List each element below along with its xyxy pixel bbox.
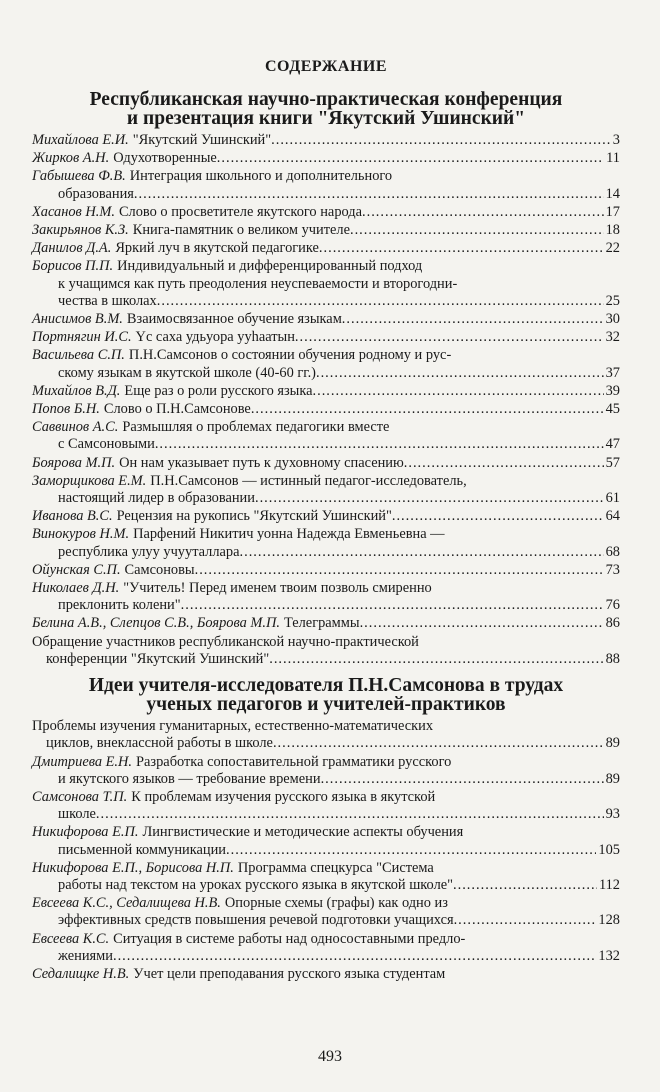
dot-leader (350, 222, 604, 239)
toc-entry-line (32, 580, 620, 597)
entry-title-text: Одухотворенные (113, 150, 217, 167)
entry-page-number: 68 (605, 543, 620, 560)
dot-leader (195, 562, 604, 579)
entry-author: Иванова В.С. (32, 508, 113, 525)
toc-entry-line (32, 258, 620, 275)
entry-page-number: 76 (605, 597, 620, 614)
entry-title-text: Рецензия на рукопись "Якутский Ушинский" (116, 508, 392, 525)
entry-title-text: Самсоновы (124, 561, 195, 578)
entry-title-text: работы над текстом на уроках русского языка в якутской школе" (58, 876, 454, 893)
toc-entry-line (32, 895, 620, 912)
toc-entry (32, 526, 620, 560)
entry-title-text: "Якутский Ушинский" (132, 132, 272, 148)
dot-leader (454, 912, 597, 929)
entry-title-text: Книга-памятник о великом учителе (132, 222, 350, 239)
entry-title-text: Интеграция школьного и дополнительного (129, 168, 393, 185)
toc-entry (32, 966, 620, 983)
entry-title-text: Ситуация в системе работы над односоставными предло- (113, 930, 466, 947)
entry-title-text: Парфений Никитич уонна Надежда Евменьевна — (133, 526, 445, 543)
entry-title-text: Он нам указывает путь к духовному спасению (119, 454, 404, 471)
entry-page-number: 88 (605, 650, 620, 667)
dot-leader (319, 240, 604, 257)
toc-entry-line (32, 754, 620, 771)
entry-page-number: 14 (605, 185, 620, 202)
toc-entry (32, 789, 620, 823)
toc-entry-line (32, 718, 620, 735)
toc-entry (32, 455, 620, 472)
toc-title: СОДЕРЖАНИЕ (264, 58, 388, 75)
dot-leader (362, 204, 604, 221)
entry-title-text: преклонить колени" (58, 597, 181, 614)
toc-entry (32, 473, 620, 507)
entry-title-text: чества в школах (58, 292, 157, 309)
toc-entry (32, 347, 620, 381)
toc-entry-line (32, 311, 620, 328)
toc-entry-line (32, 473, 620, 490)
entry-title-text: "Учитель! Перед именем твоим позволь смиренно (123, 580, 432, 597)
dot-leader (392, 508, 604, 525)
entry-author: Ойунская С.П. (32, 561, 121, 578)
dot-leader (251, 401, 604, 418)
entry-author: Седалищке Н.В. (32, 965, 130, 982)
entry-page-number: 3 (612, 132, 620, 148)
section-heading-line: ученых педагогов и учителей-практиков (146, 694, 506, 716)
entry-page-number: 39 (605, 382, 620, 399)
entry-title-text: Телеграммы (284, 615, 360, 632)
entry-title-text: скому языкам в якутской школе (40-60 гг.) (58, 364, 316, 381)
entry-title-text: Программа спецкурса "Система (237, 859, 434, 876)
toc-entry (32, 754, 620, 788)
entry-page-number: 86 (605, 615, 620, 632)
toc-entry (32, 240, 620, 257)
entry-author: Васильева С.П. (32, 347, 125, 364)
toc-body (32, 90, 620, 983)
toc-entry (32, 580, 620, 614)
dot-leader (273, 735, 604, 752)
entry-page-number: 61 (605, 490, 620, 507)
dot-leader (181, 597, 604, 614)
section-heading (32, 676, 620, 714)
dot-leader (217, 150, 604, 167)
toc-entry (32, 824, 620, 858)
entry-author: Габышева Ф.В. (32, 168, 126, 185)
toc-entry-line (32, 860, 620, 877)
toc-entry-line (32, 562, 620, 579)
entry-author: Закирьянов К.З. (32, 222, 129, 239)
toc-entry-line (32, 634, 620, 651)
dot-leader (316, 365, 604, 382)
entry-page-number: 132 (598, 947, 620, 964)
toc-entry-line (32, 544, 620, 561)
toc-entry-line (32, 419, 620, 436)
dot-leader (134, 186, 604, 203)
entry-author: Никифорова Е.П. (32, 824, 139, 841)
entry-title-text: Проблемы изучения гуманитарных, естественно-математических (32, 718, 434, 735)
toc-entry-line (32, 222, 620, 239)
toc-entry (32, 150, 620, 167)
dot-leader (321, 771, 604, 788)
toc-entry-line (32, 735, 620, 752)
toc-entry-line (32, 436, 620, 453)
entry-title-text: к учащимся как путь преодоления неуспеваемости и второгодни- (58, 275, 458, 292)
entry-title-text: Яркий луч в якутской педагогике (115, 240, 319, 257)
toc-entry (32, 222, 620, 239)
section-heading-line: и презентация книги "Якутский Ушинский" (126, 108, 526, 129)
dot-leader (240, 544, 604, 561)
entry-title-text: республика улуу учууталлара (58, 543, 240, 560)
toc-entry-line (32, 490, 620, 507)
entry-page-number: 45 (605, 401, 620, 418)
entry-page-number: 105 (598, 841, 620, 858)
toc-entry-line (32, 931, 620, 948)
entry-page-number: 73 (605, 561, 620, 578)
entry-author: Жирков А.Н. (32, 150, 110, 167)
entry-author: Михайлов В.Д. (32, 382, 121, 399)
entry-page-number: 89 (605, 735, 620, 752)
entry-author: Николаев Д.Н. (32, 580, 120, 597)
entry-author: Никифорова Е.П., Борисова Н.П. (32, 859, 234, 876)
entry-author: Евсеева К.С., Седалищева Н.В. (32, 895, 221, 912)
entry-page-number: 93 (605, 806, 620, 823)
toc-entry-line (32, 789, 620, 806)
entry-author: Саввинов А.С. (32, 419, 119, 436)
toc-entry-line (32, 132, 620, 149)
dot-leader (360, 615, 604, 632)
toc-entry-line (32, 771, 620, 788)
toc-entry-line (32, 401, 620, 418)
toc-entry (32, 132, 620, 149)
entry-author: Борисов П.П. (32, 258, 114, 275)
entry-page-number: 32 (605, 329, 620, 346)
entry-title-text: К проблемам изучения русского языка в якутской (131, 788, 436, 805)
entry-author: Дмитриева Е.Н. (32, 753, 133, 770)
entry-page-number: 89 (605, 770, 620, 787)
toc-entry (32, 311, 620, 328)
dot-leader (453, 877, 597, 894)
dot-leader (226, 842, 596, 859)
entry-title-text: Еще раз о роли русского языка (124, 382, 313, 399)
entry-title-text: Индивидуальный и дифференцированный подход (117, 258, 423, 275)
entry-page-number: 22 (605, 240, 620, 257)
dot-leader (313, 383, 604, 400)
toc-entry-line (32, 455, 620, 472)
entry-page-number: 112 (598, 876, 620, 893)
entry-page-number: 25 (605, 292, 620, 309)
entry-page-number: 57 (605, 454, 620, 471)
entry-author: Анисимов В.М. (32, 311, 123, 328)
toc-entry-line (32, 877, 620, 894)
toc-entry-line (32, 651, 620, 668)
toc-entry-line (32, 240, 620, 257)
toc-entry-line (32, 329, 620, 346)
dot-leader (96, 806, 604, 823)
entry-author: Михайлова Е.И. (32, 132, 129, 148)
dot-leader (404, 455, 604, 472)
entry-author: Винокуров Н.М. (32, 526, 130, 543)
entry-title-text: Обращение участников республиканской научно-практической (32, 633, 419, 650)
entry-title-text: циклов, внеклассной работы в школе (46, 735, 273, 752)
entry-title-text: жениями (58, 947, 113, 964)
toc-entry (32, 508, 620, 525)
dot-leader (295, 329, 604, 346)
toc-entry-line (32, 597, 620, 614)
entry-title-text: Слово о просветителе якутского народа (118, 203, 362, 220)
toc-entry (32, 419, 620, 453)
toc-entry-line (32, 293, 620, 310)
dot-leader (157, 293, 604, 310)
toc-entry-line (32, 508, 620, 525)
entry-page-number: 37 (605, 364, 620, 381)
section-heading-line: Идеи учителя-исследователя П.Н.Самсонова в трудах (88, 675, 564, 697)
dot-leader (269, 651, 603, 668)
toc-entry-line (32, 966, 620, 983)
toc-entry (32, 204, 620, 221)
toc-entry-line (32, 383, 620, 400)
toc-entry-line (32, 276, 620, 293)
toc-entry (32, 895, 620, 929)
dot-leader (113, 948, 596, 965)
toc-entry-line (32, 526, 620, 543)
entry-title-text: образования (58, 185, 134, 202)
dot-leader (342, 311, 604, 328)
toc-entry-line (32, 168, 620, 185)
entry-page-number: 128 (598, 912, 620, 929)
entry-title-text: Опорные схемы (графы) как одно из (224, 895, 448, 912)
entry-page-number: 47 (605, 436, 620, 453)
entry-author: Хасанов Н.М. (32, 203, 115, 220)
entry-title-text: эффективных средств повышения речевой подготовки учащихся (58, 912, 454, 929)
entry-page-number: 64 (605, 508, 620, 525)
entry-author: Боярова М.П. (32, 454, 116, 471)
toc-entry-line (32, 824, 620, 841)
entry-title-text: письменной коммуникации (58, 841, 226, 858)
entry-page-number: 18 (605, 222, 620, 239)
entry-title-text: Учет цели преподавания русского языка студентам (133, 965, 446, 982)
toc-entry (32, 329, 620, 346)
toc-entry (32, 168, 620, 202)
toc-entry (32, 383, 620, 400)
entry-title-text: настоящий лидер в образовании (58, 490, 255, 507)
entry-page-number: 11 (606, 150, 620, 167)
entry-author: Данилов Д.А. (32, 240, 112, 257)
dot-leader (271, 132, 611, 149)
toc-entry-line (32, 365, 620, 382)
entry-title-text: Лингвистические и методические аспекты обучения (142, 824, 464, 841)
toc-entry-line (32, 806, 620, 823)
entry-title-text: Размышляя о проблемах педагогики вместе (122, 419, 390, 436)
toc-entry-line (32, 347, 620, 364)
toc-entry (32, 258, 620, 310)
toc-entry (32, 401, 620, 418)
toc-entry (32, 860, 620, 894)
dot-leader (255, 490, 604, 507)
entry-title-text: Слово о П.Н.Самсонове (103, 401, 251, 418)
entry-title-text: конференции "Якутский Ушинский" (46, 650, 270, 667)
entry-author: Евсеева К.С. (32, 930, 110, 947)
toc-entry-line (32, 842, 620, 859)
entry-author: Белина А.В., Слепцов С.В., Боярова М.П. (32, 615, 280, 632)
entry-title-text: Үс саха удьуора ууһаатын (135, 329, 295, 346)
entry-title-text: и якутского языков — требование времени (58, 770, 321, 787)
toc-entry (32, 562, 620, 579)
toc-entry (32, 615, 620, 632)
entry-title-text: с Самсоновыми (58, 436, 155, 453)
toc-entry (32, 634, 620, 668)
entry-author: Портнягин И.С. (32, 329, 132, 346)
toc-entry-line (32, 912, 620, 929)
entry-title-text: П.Н.Самсонов о состоянии обучения родному и рус- (128, 347, 452, 364)
toc-entry-line (32, 948, 620, 965)
entry-author: Попов Б.Н. (32, 401, 100, 418)
toc-entry-line (32, 150, 620, 167)
toc-entry (32, 931, 620, 965)
page-number: 493 (318, 1048, 342, 1065)
entry-page-number: 17 (605, 203, 620, 220)
toc-entry-line (32, 186, 620, 203)
toc-entry-line (32, 615, 620, 632)
entry-title-text: Разработка сопоставительной грамматики русского (136, 753, 452, 770)
entry-page-number: 30 (605, 311, 620, 328)
entry-author: Заморщикова Е.М. (32, 472, 147, 489)
section-heading-line: Республиканская научно-практическая конференция (89, 89, 563, 110)
entry-title-text: П.Н.Самсонов — истинный педагог-исследователь, (150, 472, 467, 489)
section-heading (32, 90, 620, 128)
entry-title-text: Взаимосвязанное обучение языкам (126, 311, 342, 328)
dot-leader (155, 436, 604, 453)
entry-title-text: школе (58, 806, 96, 823)
toc-entry-line (32, 204, 620, 221)
toc-entry (32, 718, 620, 752)
entry-author: Самсонова Т.П. (32, 788, 128, 805)
